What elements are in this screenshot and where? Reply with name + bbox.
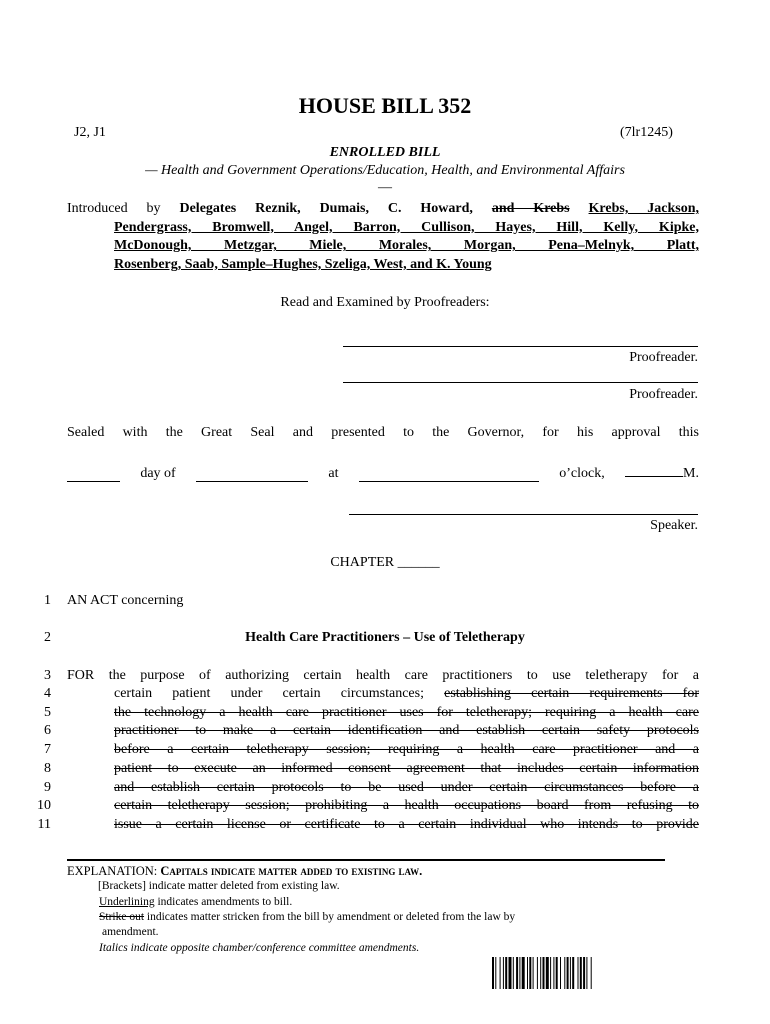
barcode-image <box>492 957 680 989</box>
chapter-line: CHAPTER ______ <box>330 555 440 570</box>
line-number: 8 <box>44 761 51 776</box>
proofreader-signature-line-2 <box>343 382 698 383</box>
stricken-line: certain teletherapy session; prohibiting a health occupations board from refusing to <box>114 798 699 813</box>
explanation-italics: Italics indicate opposite chamber/conference committee amendments. <box>99 942 420 954</box>
purpose-line: FOR the purpose of authorizing certain health care practitioners to use teletherapy for a <box>67 668 699 683</box>
strikeout-word: Strike out <box>99 911 145 923</box>
explanation-strikeout-cont: amendment. <box>102 926 159 938</box>
sponsors-text: Delegates Reznik, Dumais, C. Howard, <box>179 201 492 216</box>
proofreaders-heading: Read and Examined by Proofreaders: <box>280 295 490 310</box>
at-label: at <box>328 466 339 481</box>
underlining-desc: indicates amendments to bill. <box>154 896 293 908</box>
sponsors-line-2: Pendergrass, Bromwell, Angel, Barron, Cullison, Hayes, Hill, Kelly, Kipke, <box>114 219 699 235</box>
proofreader-label-1: Proofreader. <box>629 350 698 365</box>
proofreader-signature-line-1 <box>343 346 698 347</box>
meridiem-blank <box>625 462 683 477</box>
committee-dash: — <box>378 180 392 195</box>
explanation-strikeout <box>99 911 515 923</box>
sponsors-line-3: McDonough, Metzgar, Miele, Morales, Morgan, Pena–Melnyk, Platt, <box>114 238 699 254</box>
explanation-brackets <box>98 880 340 892</box>
meridiem-label: M. <box>683 466 699 481</box>
line-number: 4 <box>44 686 51 701</box>
bill-subject-heading: Health Care Practitioners – Use of Teletherapy <box>245 630 525 645</box>
line-number: 1 <box>44 593 51 608</box>
brackets-desc: indicate matter deleted from existing law. <box>145 880 340 892</box>
committee-line: — Health and Government Operations/Education, Health, and Environmental Affairs <box>145 163 625 178</box>
time-blank <box>359 467 539 482</box>
line-number: 9 <box>44 780 51 795</box>
line-number: 5 <box>44 705 51 720</box>
line-number: 11 <box>37 817 51 832</box>
explanation-rule <box>67 859 665 861</box>
enrolled-status: ENROLLED BILL <box>329 145 441 160</box>
stricken-line: practitioner to make a certain identification and establish certain safety protocols <box>114 723 699 738</box>
intro-lead: Introduced by <box>67 201 180 216</box>
explanation-lead: EXPLANATION: <box>67 864 161 878</box>
act-concerning: AN ACT concerning <box>67 593 184 608</box>
day-blank <box>67 467 120 482</box>
subject-codes: J2, J1 <box>74 125 106 140</box>
line-number: 2 <box>44 630 51 645</box>
explanation-underlining <box>99 896 292 908</box>
stricken-line: patient to execute an informed consent agreement that includes certain information <box>114 761 699 776</box>
explanation-capitals: Capitals indicate matter added to existing law. <box>160 864 423 878</box>
line-number: 3 <box>44 668 51 683</box>
oclock-label: o’clock, <box>559 466 605 481</box>
stricken-line: issue a certain license or certificate to a certain individual who intends to provide <box>114 817 699 832</box>
date-time-line <box>67 462 699 482</box>
line-number: 7 <box>44 742 51 757</box>
speaker-label: Speaker. <box>650 518 698 533</box>
month-blank <box>196 467 308 482</box>
strikeout-desc: indicates matter stricken from the bill by amendment or deleted from the law by <box>144 911 516 923</box>
stricken-line: the technology a health care practitioner uses for teletherapy; requiring a health care <box>114 705 699 720</box>
line-number: 10 <box>37 798 51 813</box>
added-sponsors: Krebs, Jackson, <box>588 201 699 216</box>
explanation-heading <box>67 864 422 879</box>
proofreader-label-2: Proofreader. <box>629 387 698 402</box>
stricken-line: before a certain teletherapy session; requiring a health care practitioner and a <box>114 742 699 757</box>
sealed-statement: Sealed with the Great Seal and presented to the Governor, for his approval this <box>67 425 699 440</box>
purpose-line <box>114 686 699 702</box>
bill-title: HOUSE BILL 352 <box>298 93 472 118</box>
underlining-word: Underlining <box>99 896 155 908</box>
purpose-text: certain patient under certain circumstances; <box>114 686 445 701</box>
brackets-word: [Brackets] <box>98 880 146 892</box>
speaker-signature-line <box>349 514 698 515</box>
sponsors-line-1 <box>67 200 699 219</box>
day-of-label: day of <box>140 466 176 481</box>
line-number: 6 <box>44 723 51 738</box>
meridiem-field <box>625 462 699 482</box>
sponsors-line-4: Rosenberg, Saab, Sample–Hughes, Szeliga, West, and K. Young <box>114 256 492 272</box>
sponsors-block <box>67 200 699 274</box>
bill-draft-number: (7lr1245) <box>620 125 673 140</box>
struck-sponsor: and Krebs <box>491 201 570 216</box>
stricken-line: and establish certain protocols to be used under certain circumstances before a <box>114 780 699 795</box>
stricken-text: establishing certain requirements for <box>444 686 699 701</box>
